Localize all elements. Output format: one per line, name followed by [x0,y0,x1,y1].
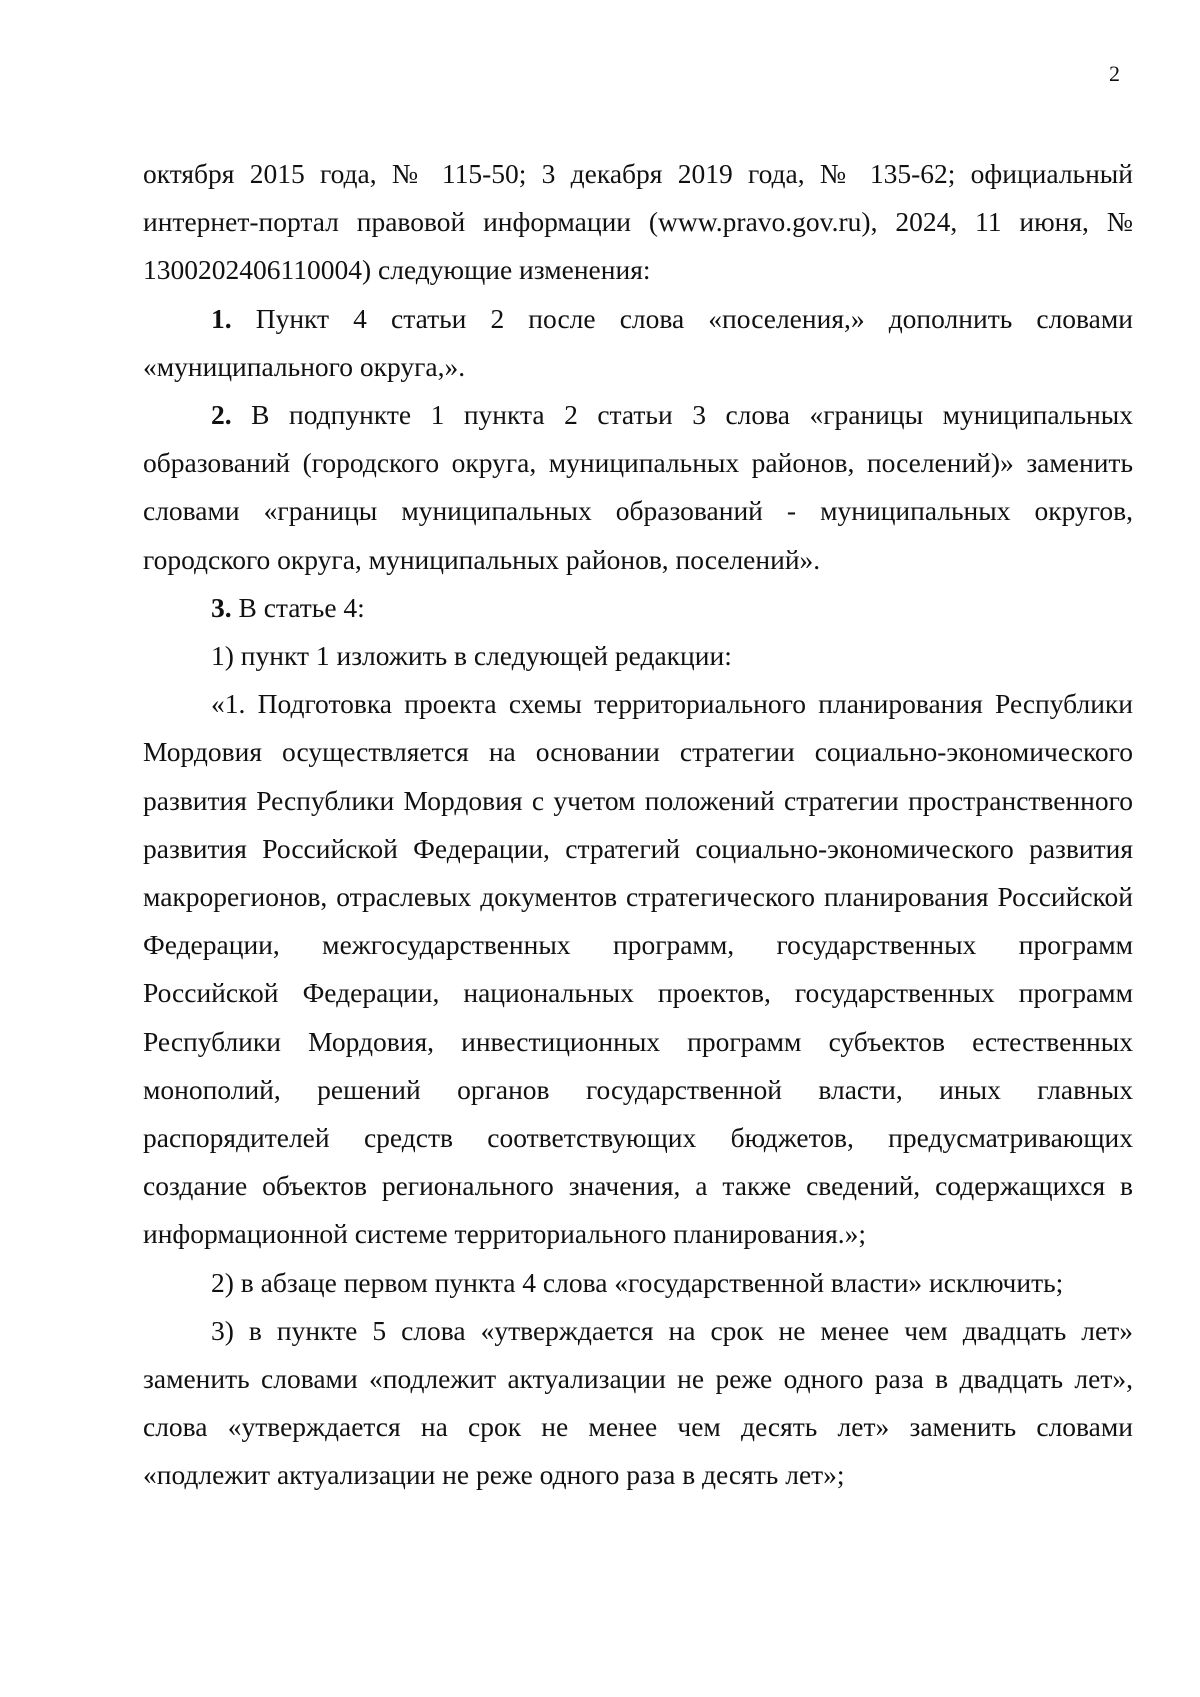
paragraph-text: 2) в абзаце первом пункта 4 слова «государственной власти» исключить; [211,1266,1064,1298]
paragraph-intro-continuation [143,150,1133,295]
paragraph-quoted-new-text [143,680,1133,1258]
paragraph-item-2 [143,391,1133,584]
paragraph-subitem-1 [143,632,1133,680]
paragraph-text: В статье 4: [231,591,365,623]
item-number: 2. [211,399,232,431]
page-number: 2 [1109,61,1120,86]
paragraph-text: «1. Подготовка проекта схемы территориального планирования Республики Мордовия осуществляется на основании стратегии социально-экономического развития Республики Мордовия с учетом положений стратегии пространственного развития Российской Федерации, стратегий социально-экономического развития макрорегионов, отраслевых документов стратегического планирования Российской Федерации, межгосударственных программ, государственных программ Российской Федерации, национальных проектов, государственных программ Республики Мордовия, инвестиционных программ субъектов естественных монополий, решений органов государственной власти, иных главных распорядителей средств соответствующих бюджетов, предусматривающих создание объектов регионального значения, а также сведений, содержащихся в информационной системе территориального планирования.»; [143,688,1133,1250]
document-body [143,150,1133,1500]
paragraph-item-1 [143,295,1133,391]
item-number: 3. [211,591,232,623]
paragraph-text: октября 2015 года, № 115-50; 3 декабря 2019 года, № 135-62; официальный интернет-портал правовой информации (www.pravo.gov.ru), 2024, 11 июня, № 1300202406110004) следующие изменения: [143,158,1133,286]
paragraph-subitem-2 [143,1259,1133,1307]
item-number: 1. [211,302,232,334]
paragraph-subitem-3 [143,1307,1133,1500]
paragraph-text: Пункт 4 статьи 2 после слова «поселения,» дополнить словами «муниципального округа,». [143,302,1133,382]
paragraph-text: 3) в пункте 5 слова «утверждается на срок не менее чем двадцать лет» заменить словами «подлежит актуализации не реже одного раза в двадцать лет», слова «утверждается на срок не менее чем десять лет» заменить словами «подлежит актуализации не реже одного раза в десять лет»; [143,1314,1133,1491]
paragraph-text: В подпункте 1 пункта 2 статьи 3 слова «границы муниципальных образований (городского округа, муниципальных районов, поселений)» заменить словами «границы муниципальных образований - муниципальных округов, городского округа, муниципальных районов, поселений». [143,399,1133,575]
paragraph-text: 1) пункт 1 изложить в следующей редакции: [211,640,732,672]
paragraph-item-3 [143,584,1133,632]
